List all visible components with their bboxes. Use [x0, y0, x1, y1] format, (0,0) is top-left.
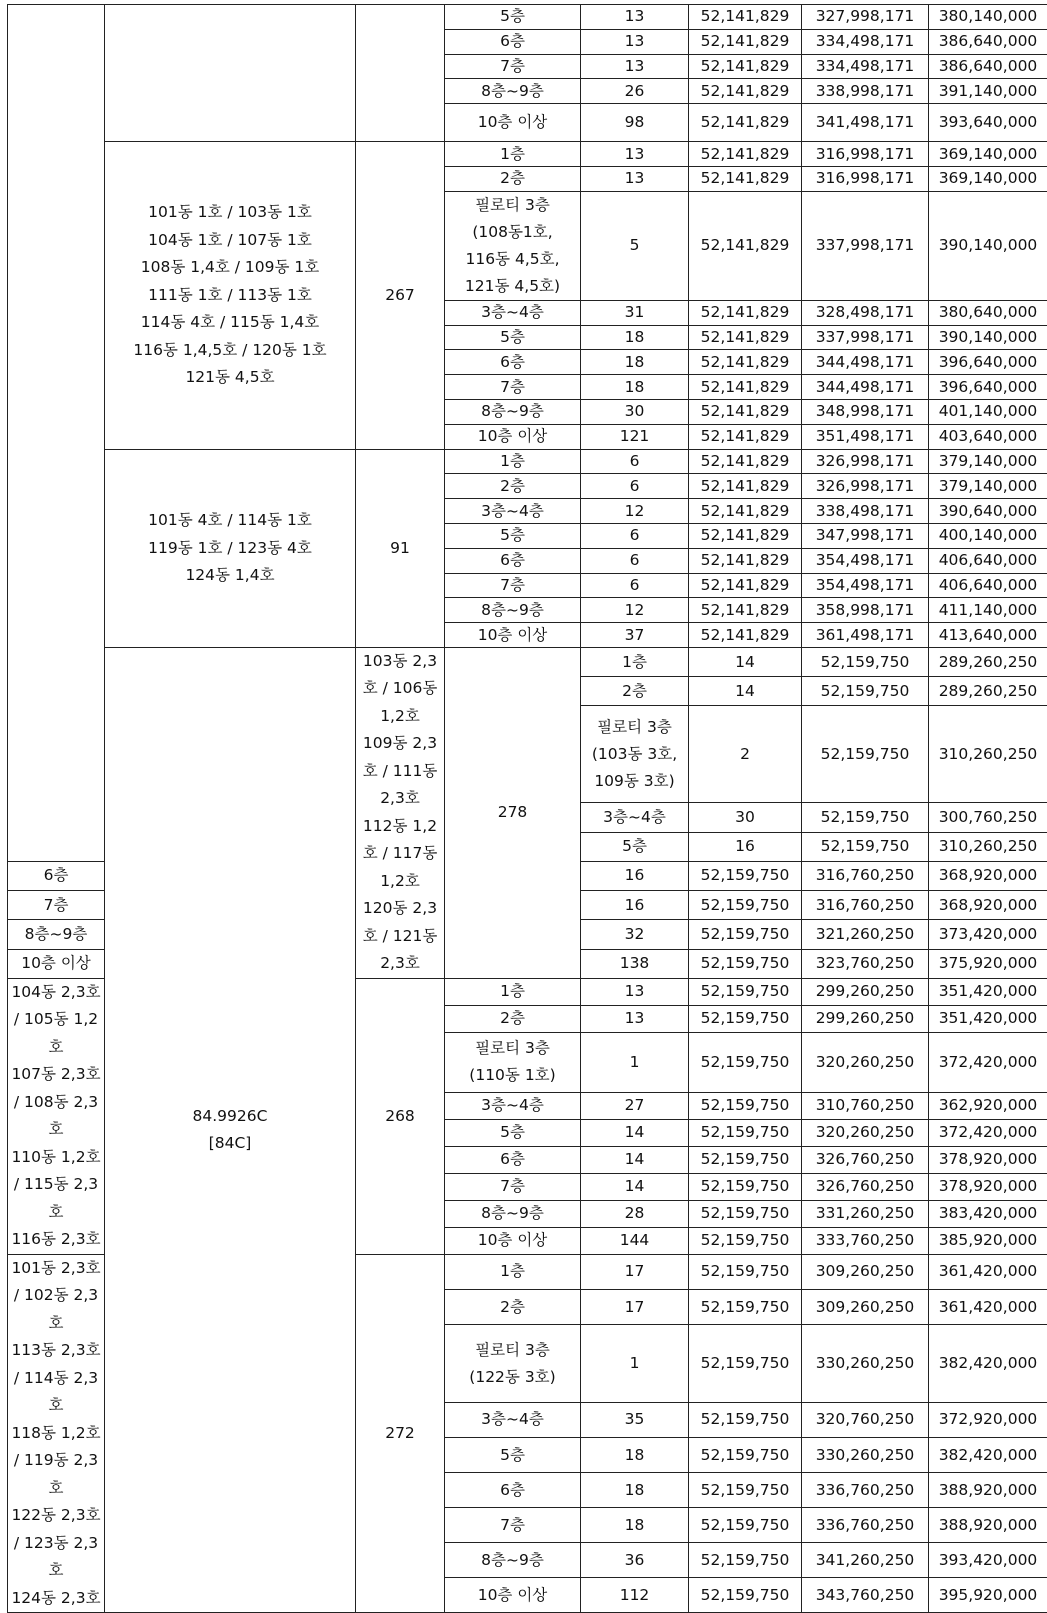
household-count-cell: 278 [445, 647, 581, 978]
floor-cell: 3층~4층 [581, 803, 689, 832]
land-price-cell: 52,159,750 [802, 832, 929, 861]
land-price-cell: 52,159,750 [689, 1200, 802, 1227]
total-price-cell: 380,140,000 [929, 5, 1047, 30]
land-price-cell: 52,141,829 [689, 142, 802, 167]
total-price-cell: 369,140,000 [929, 166, 1047, 191]
building-price-cell: 344,498,171 [802, 350, 929, 375]
building-price-cell: 289,260,250 [929, 647, 1047, 676]
total-price-cell: 413,640,000 [929, 623, 1047, 648]
building-price-cell: 351,498,171 [802, 424, 929, 449]
total-price-cell: 400,140,000 [929, 523, 1047, 548]
count-cell: 28 [581, 1200, 689, 1227]
total-price-cell: 401,140,000 [929, 399, 1047, 424]
floor-cell: 6층 [445, 29, 581, 54]
building-price-cell: 320,760,250 [802, 1402, 929, 1437]
total-price-cell: 378,920,000 [929, 1146, 1047, 1173]
building-price-cell: 354,498,171 [802, 548, 929, 573]
building-price-cell: 323,760,250 [802, 949, 929, 978]
floor-cell: 10층 이상 [445, 104, 581, 142]
floor-cell: 8층~9층 [445, 79, 581, 104]
count-cell: 12 [581, 499, 689, 524]
count-cell: 16 [689, 832, 802, 861]
price-table [7, 4, 1047, 1613]
count-cell: 13 [581, 1005, 689, 1032]
floor-cell: 10층 이상 [445, 623, 581, 648]
total-price-cell: 390,140,000 [929, 325, 1047, 350]
land-price-cell: 52,141,829 [689, 474, 802, 499]
count-cell: 14 [581, 1146, 689, 1173]
building-price-cell: 334,498,171 [802, 29, 929, 54]
total-price-cell: 372,420,000 [929, 1032, 1047, 1092]
count-cell: 1 [581, 1325, 689, 1403]
count-cell: 144 [581, 1227, 689, 1254]
count-cell: 5 [581, 191, 689, 300]
building-price-cell: 310,760,250 [802, 1092, 929, 1119]
land-price-cell: 52,159,750 [689, 1290, 802, 1325]
building-price-cell: 354,498,171 [802, 573, 929, 598]
floor-cell: 1층 [445, 1254, 581, 1289]
total-price-cell: 385,920,000 [929, 1227, 1047, 1254]
count-cell: 14 [689, 647, 802, 676]
floor-cell: 7층 [8, 891, 105, 920]
total-price-cell: 386,640,000 [929, 29, 1047, 54]
table-row [8, 647, 1047, 676]
land-price-cell: 52,159,750 [689, 949, 802, 978]
count-cell: 13 [581, 5, 689, 30]
total-price-cell: 396,640,000 [929, 350, 1047, 375]
land-price-cell: 52,159,750 [802, 706, 929, 803]
land-price-cell: 52,159,750 [689, 920, 802, 949]
count-cell: 6 [581, 449, 689, 474]
table-row [8, 5, 1047, 30]
floor-cell: 1층 [445, 142, 581, 167]
building-price-cell: 316,760,250 [802, 861, 929, 890]
total-price-cell: 383,420,000 [929, 1200, 1047, 1227]
building-price-cell: 320,260,250 [802, 1032, 929, 1092]
total-price-cell: 372,920,000 [929, 1402, 1047, 1437]
count-cell: 13 [581, 166, 689, 191]
land-price-cell: 52,159,750 [689, 861, 802, 890]
total-price-cell: 390,640,000 [929, 499, 1047, 524]
land-price-cell: 52,141,829 [689, 573, 802, 598]
floor-cell: 6층 [445, 350, 581, 375]
floor-cell: 2층 [445, 1005, 581, 1032]
floor-cell: 7층 [445, 1173, 581, 1200]
count-cell: 2 [689, 706, 802, 803]
household-count-cell: 268 [356, 978, 445, 1254]
total-price-cell: 369,140,000 [929, 142, 1047, 167]
building-price-cell: 331,260,250 [802, 1200, 929, 1227]
table-row [8, 142, 1047, 167]
count-cell: 6 [581, 573, 689, 598]
land-price-cell: 52,159,750 [689, 1032, 802, 1092]
land-price-cell: 52,159,750 [689, 1146, 802, 1173]
land-price-cell: 52,141,829 [689, 375, 802, 400]
table-row [8, 449, 1047, 474]
count-cell: 13 [581, 142, 689, 167]
land-price-cell: 52,141,829 [689, 29, 802, 54]
total-price-cell: 380,640,000 [929, 300, 1047, 325]
land-price-cell: 52,141,829 [689, 166, 802, 191]
land-price-cell: 52,159,750 [689, 1578, 802, 1613]
land-price-cell: 52,159,750 [802, 803, 929, 832]
building-price-cell: 334,498,171 [802, 54, 929, 79]
land-price-cell: 52,159,750 [802, 647, 929, 676]
unit-type-cell [8, 5, 105, 862]
count-cell: 16 [581, 891, 689, 920]
building-price-cell: 338,498,171 [802, 499, 929, 524]
building-price-cell: 316,998,171 [802, 142, 929, 167]
count-cell: 18 [581, 325, 689, 350]
count-cell: 121 [581, 424, 689, 449]
count-cell: 31 [581, 300, 689, 325]
floor-cell: 5층 [445, 1119, 581, 1146]
total-price-cell: 379,140,000 [929, 449, 1047, 474]
building-price-cell: 333,760,250 [802, 1227, 929, 1254]
count-cell: 13 [581, 978, 689, 1005]
land-price-cell: 52,159,750 [689, 1254, 802, 1289]
building-price-cell: 358,998,171 [802, 598, 929, 623]
count-cell: 14 [581, 1173, 689, 1200]
floor-cell: 8층~9층 [445, 1543, 581, 1578]
land-price-cell: 52,159,750 [689, 1543, 802, 1578]
total-price-cell: 382,420,000 [929, 1437, 1047, 1472]
building-price-cell: 341,260,250 [802, 1543, 929, 1578]
building-price-cell: 320,260,250 [802, 1119, 929, 1146]
building-price-cell: 321,260,250 [802, 920, 929, 949]
building-price-cell: 348,998,171 [802, 399, 929, 424]
count-cell: 17 [581, 1290, 689, 1325]
total-price-cell: 388,920,000 [929, 1508, 1047, 1543]
household-count-cell [356, 5, 445, 142]
total-price-cell: 388,920,000 [929, 1473, 1047, 1508]
count-cell: 18 [581, 350, 689, 375]
land-price-cell: 52,159,750 [689, 1473, 802, 1508]
building-price-cell: 300,760,250 [929, 803, 1047, 832]
land-price-cell: 52,141,829 [689, 424, 802, 449]
count-cell: 26 [581, 79, 689, 104]
building-price-cell: 316,998,171 [802, 166, 929, 191]
land-price-cell: 52,159,750 [802, 677, 929, 706]
building-price-cell: 330,260,250 [802, 1437, 929, 1472]
count-cell: 98 [581, 104, 689, 142]
count-cell: 18 [581, 1437, 689, 1472]
land-price-cell: 52,159,750 [689, 1508, 802, 1543]
floor-cell: 5층 [581, 832, 689, 861]
count-cell: 18 [581, 375, 689, 400]
land-price-cell: 52,159,750 [689, 978, 802, 1005]
land-price-cell: 52,141,829 [689, 325, 802, 350]
count-cell: 36 [581, 1543, 689, 1578]
count-cell: 17 [581, 1254, 689, 1289]
building-price-cell: 326,760,250 [802, 1173, 929, 1200]
building-price-cell: 361,498,171 [802, 623, 929, 648]
floor-cell: 필로티 3층 (110동 1호) [445, 1032, 581, 1092]
building-price-cell: 344,498,171 [802, 375, 929, 400]
count-cell: 6 [581, 523, 689, 548]
floor-cell: 7층 [445, 375, 581, 400]
floor-cell: 6층 [445, 1473, 581, 1508]
floor-cell: 7층 [445, 54, 581, 79]
total-price-cell: 391,140,000 [929, 79, 1047, 104]
floor-cell: 8층~9층 [445, 399, 581, 424]
land-price-cell: 52,141,829 [689, 350, 802, 375]
floor-cell: 필로티 3층 (122동 3호) [445, 1325, 581, 1403]
building-price-cell: 341,498,171 [802, 104, 929, 142]
land-price-cell: 52,159,750 [689, 1119, 802, 1146]
land-price-cell: 52,141,829 [689, 5, 802, 30]
land-price-cell: 52,159,750 [689, 1325, 802, 1403]
unit-numbers-cell: 103동 2,3호 / 106동 1,2호 109동 2,3호 / 111동 2,3호 112동 1,2호 / 117동 1,2호 120동 2,3호 / 121동 2,3호 [356, 647, 445, 978]
land-price-cell: 52,141,829 [689, 499, 802, 524]
land-price-cell: 52,141,829 [689, 449, 802, 474]
unit-numbers-cell: 101동 2,3호 / 102동 2,3호 113동 2,3호 / 114동 2,3호 118동 1,2호 / 119동 2,3호 122동 2,3호 / 123동 2,3호 124동 2,3호 [8, 1254, 105, 1613]
floor-cell: 10층 이상 [445, 1227, 581, 1254]
land-price-cell: 52,159,750 [689, 891, 802, 920]
count-cell: 37 [581, 623, 689, 648]
floor-cell: 1층 [581, 647, 689, 676]
floor-cell: 5층 [445, 325, 581, 350]
floor-cell: 7층 [445, 1508, 581, 1543]
total-price-cell: 351,420,000 [929, 1005, 1047, 1032]
total-price-cell: 379,140,000 [929, 474, 1047, 499]
total-price-cell: 378,920,000 [929, 1173, 1047, 1200]
total-price-cell: 368,920,000 [929, 891, 1047, 920]
count-cell: 35 [581, 1402, 689, 1437]
total-price-cell: 362,920,000 [929, 1092, 1047, 1119]
building-price-cell: 326,998,171 [802, 449, 929, 474]
building-price-cell: 330,260,250 [802, 1325, 929, 1403]
land-price-cell: 52,141,829 [689, 54, 802, 79]
total-price-cell: 396,640,000 [929, 375, 1047, 400]
building-price-cell: 299,260,250 [802, 978, 929, 1005]
floor-cell: 2층 [445, 166, 581, 191]
household-count-cell: 272 [356, 1254, 445, 1613]
building-price-cell: 309,260,250 [802, 1290, 929, 1325]
total-price-cell: 351,420,000 [929, 978, 1047, 1005]
floor-cell: 1층 [445, 449, 581, 474]
land-price-cell: 52,159,750 [689, 1227, 802, 1254]
total-price-cell: 403,640,000 [929, 424, 1047, 449]
count-cell: 30 [581, 399, 689, 424]
unit-numbers-cell: 101동 1호 / 103동 1호 104동 1호 / 107동 1호 108동 1,4호 / 109동 1호 111동 1호 / 113동 1호 114동 4호 / 115동 1,4호 116동 1,4,5호 / 120동 1호 121동 4,5호 [105, 142, 356, 449]
floor-cell: 6층 [445, 1146, 581, 1173]
building-price-cell: 328,498,171 [802, 300, 929, 325]
count-cell: 30 [689, 803, 802, 832]
building-price-cell: 337,998,171 [802, 191, 929, 300]
total-price-cell: 361,420,000 [929, 1254, 1047, 1289]
land-price-cell: 52,141,829 [689, 104, 802, 142]
floor-cell: 5층 [445, 1437, 581, 1472]
floor-cell: 6층 [445, 548, 581, 573]
unit-numbers-cell: 101동 4호 / 114동 1호 119동 1호 / 123동 4호 124동 1,4호 [105, 449, 356, 647]
count-cell: 14 [581, 1119, 689, 1146]
count-cell: 27 [581, 1092, 689, 1119]
building-price-cell: 316,760,250 [802, 891, 929, 920]
land-price-cell: 52,141,829 [689, 548, 802, 573]
total-price-cell: 393,420,000 [929, 1543, 1047, 1578]
floor-cell: 8층~9층 [445, 598, 581, 623]
land-price-cell: 52,159,750 [689, 1402, 802, 1437]
floor-cell: 5층 [445, 523, 581, 548]
floor-cell: 10층 이상 [445, 424, 581, 449]
land-price-cell: 52,141,829 [689, 623, 802, 648]
land-price-cell: 52,159,750 [689, 1092, 802, 1119]
total-price-cell: 382,420,000 [929, 1325, 1047, 1403]
household-count-cell: 267 [356, 142, 445, 449]
count-cell: 112 [581, 1578, 689, 1613]
building-price-cell: 310,260,250 [929, 706, 1047, 803]
unit-numbers-cell: 104동 2,3호 / 105동 1,2호 107동 2,3호 / 108동 2,3호 110동 1,2호 / 115동 2,3호 116동 2,3호 [8, 978, 105, 1254]
land-price-cell: 52,141,829 [689, 300, 802, 325]
total-price-cell: 395,920,000 [929, 1578, 1047, 1613]
floor-cell: 필로티 3층 (108동1호, 116동 4,5호, 121동 4,5호) [445, 191, 581, 300]
floor-cell: 3층~4층 [445, 499, 581, 524]
count-cell: 16 [581, 861, 689, 890]
count-cell: 138 [581, 949, 689, 978]
floor-cell: 10층 이상 [8, 949, 105, 978]
floor-cell: 2층 [445, 474, 581, 499]
floor-cell: 필로티 3층 (103동 3호, 109동 3호) [581, 706, 689, 803]
building-price-cell: 326,998,171 [802, 474, 929, 499]
total-price-cell: 372,420,000 [929, 1119, 1047, 1146]
count-cell: 32 [581, 920, 689, 949]
building-price-cell: 337,998,171 [802, 325, 929, 350]
count-cell: 6 [581, 474, 689, 499]
building-price-cell: 343,760,250 [802, 1578, 929, 1613]
floor-cell: 1층 [445, 978, 581, 1005]
floor-cell: 10층 이상 [445, 1578, 581, 1613]
total-price-cell: 411,140,000 [929, 598, 1047, 623]
floor-cell: 2층 [445, 1290, 581, 1325]
building-price-cell: 347,998,171 [802, 523, 929, 548]
floor-cell: 3층~4층 [445, 1402, 581, 1437]
land-price-cell: 52,141,829 [689, 79, 802, 104]
count-cell: 18 [581, 1473, 689, 1508]
count-cell: 6 [581, 548, 689, 573]
total-price-cell: 373,420,000 [929, 920, 1047, 949]
count-cell: 13 [581, 54, 689, 79]
building-price-cell: 327,998,171 [802, 5, 929, 30]
unit-type-cell: 84.9926C [84C] [105, 647, 356, 1613]
count-cell: 18 [581, 1508, 689, 1543]
floor-cell: 8층~9층 [445, 1200, 581, 1227]
land-price-cell: 52,141,829 [689, 523, 802, 548]
building-price-cell: 309,260,250 [802, 1254, 929, 1289]
total-price-cell: 361,420,000 [929, 1290, 1047, 1325]
floor-cell: 7층 [445, 573, 581, 598]
building-price-cell: 289,260,250 [929, 677, 1047, 706]
floor-cell: 3층~4층 [445, 300, 581, 325]
total-price-cell: 375,920,000 [929, 949, 1047, 978]
land-price-cell: 52,141,829 [689, 191, 802, 300]
floor-cell: 3층~4층 [445, 1092, 581, 1119]
count-cell: 14 [689, 677, 802, 706]
total-price-cell: 406,640,000 [929, 548, 1047, 573]
count-cell: 1 [581, 1032, 689, 1092]
land-price-cell: 52,159,750 [689, 1437, 802, 1472]
floor-cell: 8층~9층 [8, 920, 105, 949]
land-price-cell: 52,159,750 [689, 1173, 802, 1200]
total-price-cell: 386,640,000 [929, 54, 1047, 79]
land-price-cell: 52,141,829 [689, 399, 802, 424]
floor-cell: 6층 [8, 861, 105, 890]
building-price-cell: 336,760,250 [802, 1473, 929, 1508]
building-price-cell: 310,260,250 [929, 832, 1047, 861]
unit-numbers-cell [105, 5, 356, 142]
total-price-cell: 390,140,000 [929, 191, 1047, 300]
count-cell: 13 [581, 29, 689, 54]
household-count-cell: 91 [356, 449, 445, 647]
building-price-cell: 326,760,250 [802, 1146, 929, 1173]
count-cell: 12 [581, 598, 689, 623]
table-body [8, 5, 1047, 1613]
land-price-cell: 52,141,829 [689, 598, 802, 623]
building-price-cell: 336,760,250 [802, 1508, 929, 1543]
total-price-cell: 406,640,000 [929, 573, 1047, 598]
total-price-cell: 368,920,000 [929, 861, 1047, 890]
land-price-cell: 52,159,750 [689, 1005, 802, 1032]
total-price-cell: 393,640,000 [929, 104, 1047, 142]
building-price-cell: 338,998,171 [802, 79, 929, 104]
floor-cell: 2층 [581, 677, 689, 706]
building-price-cell: 299,260,250 [802, 1005, 929, 1032]
floor-cell: 5층 [445, 5, 581, 30]
